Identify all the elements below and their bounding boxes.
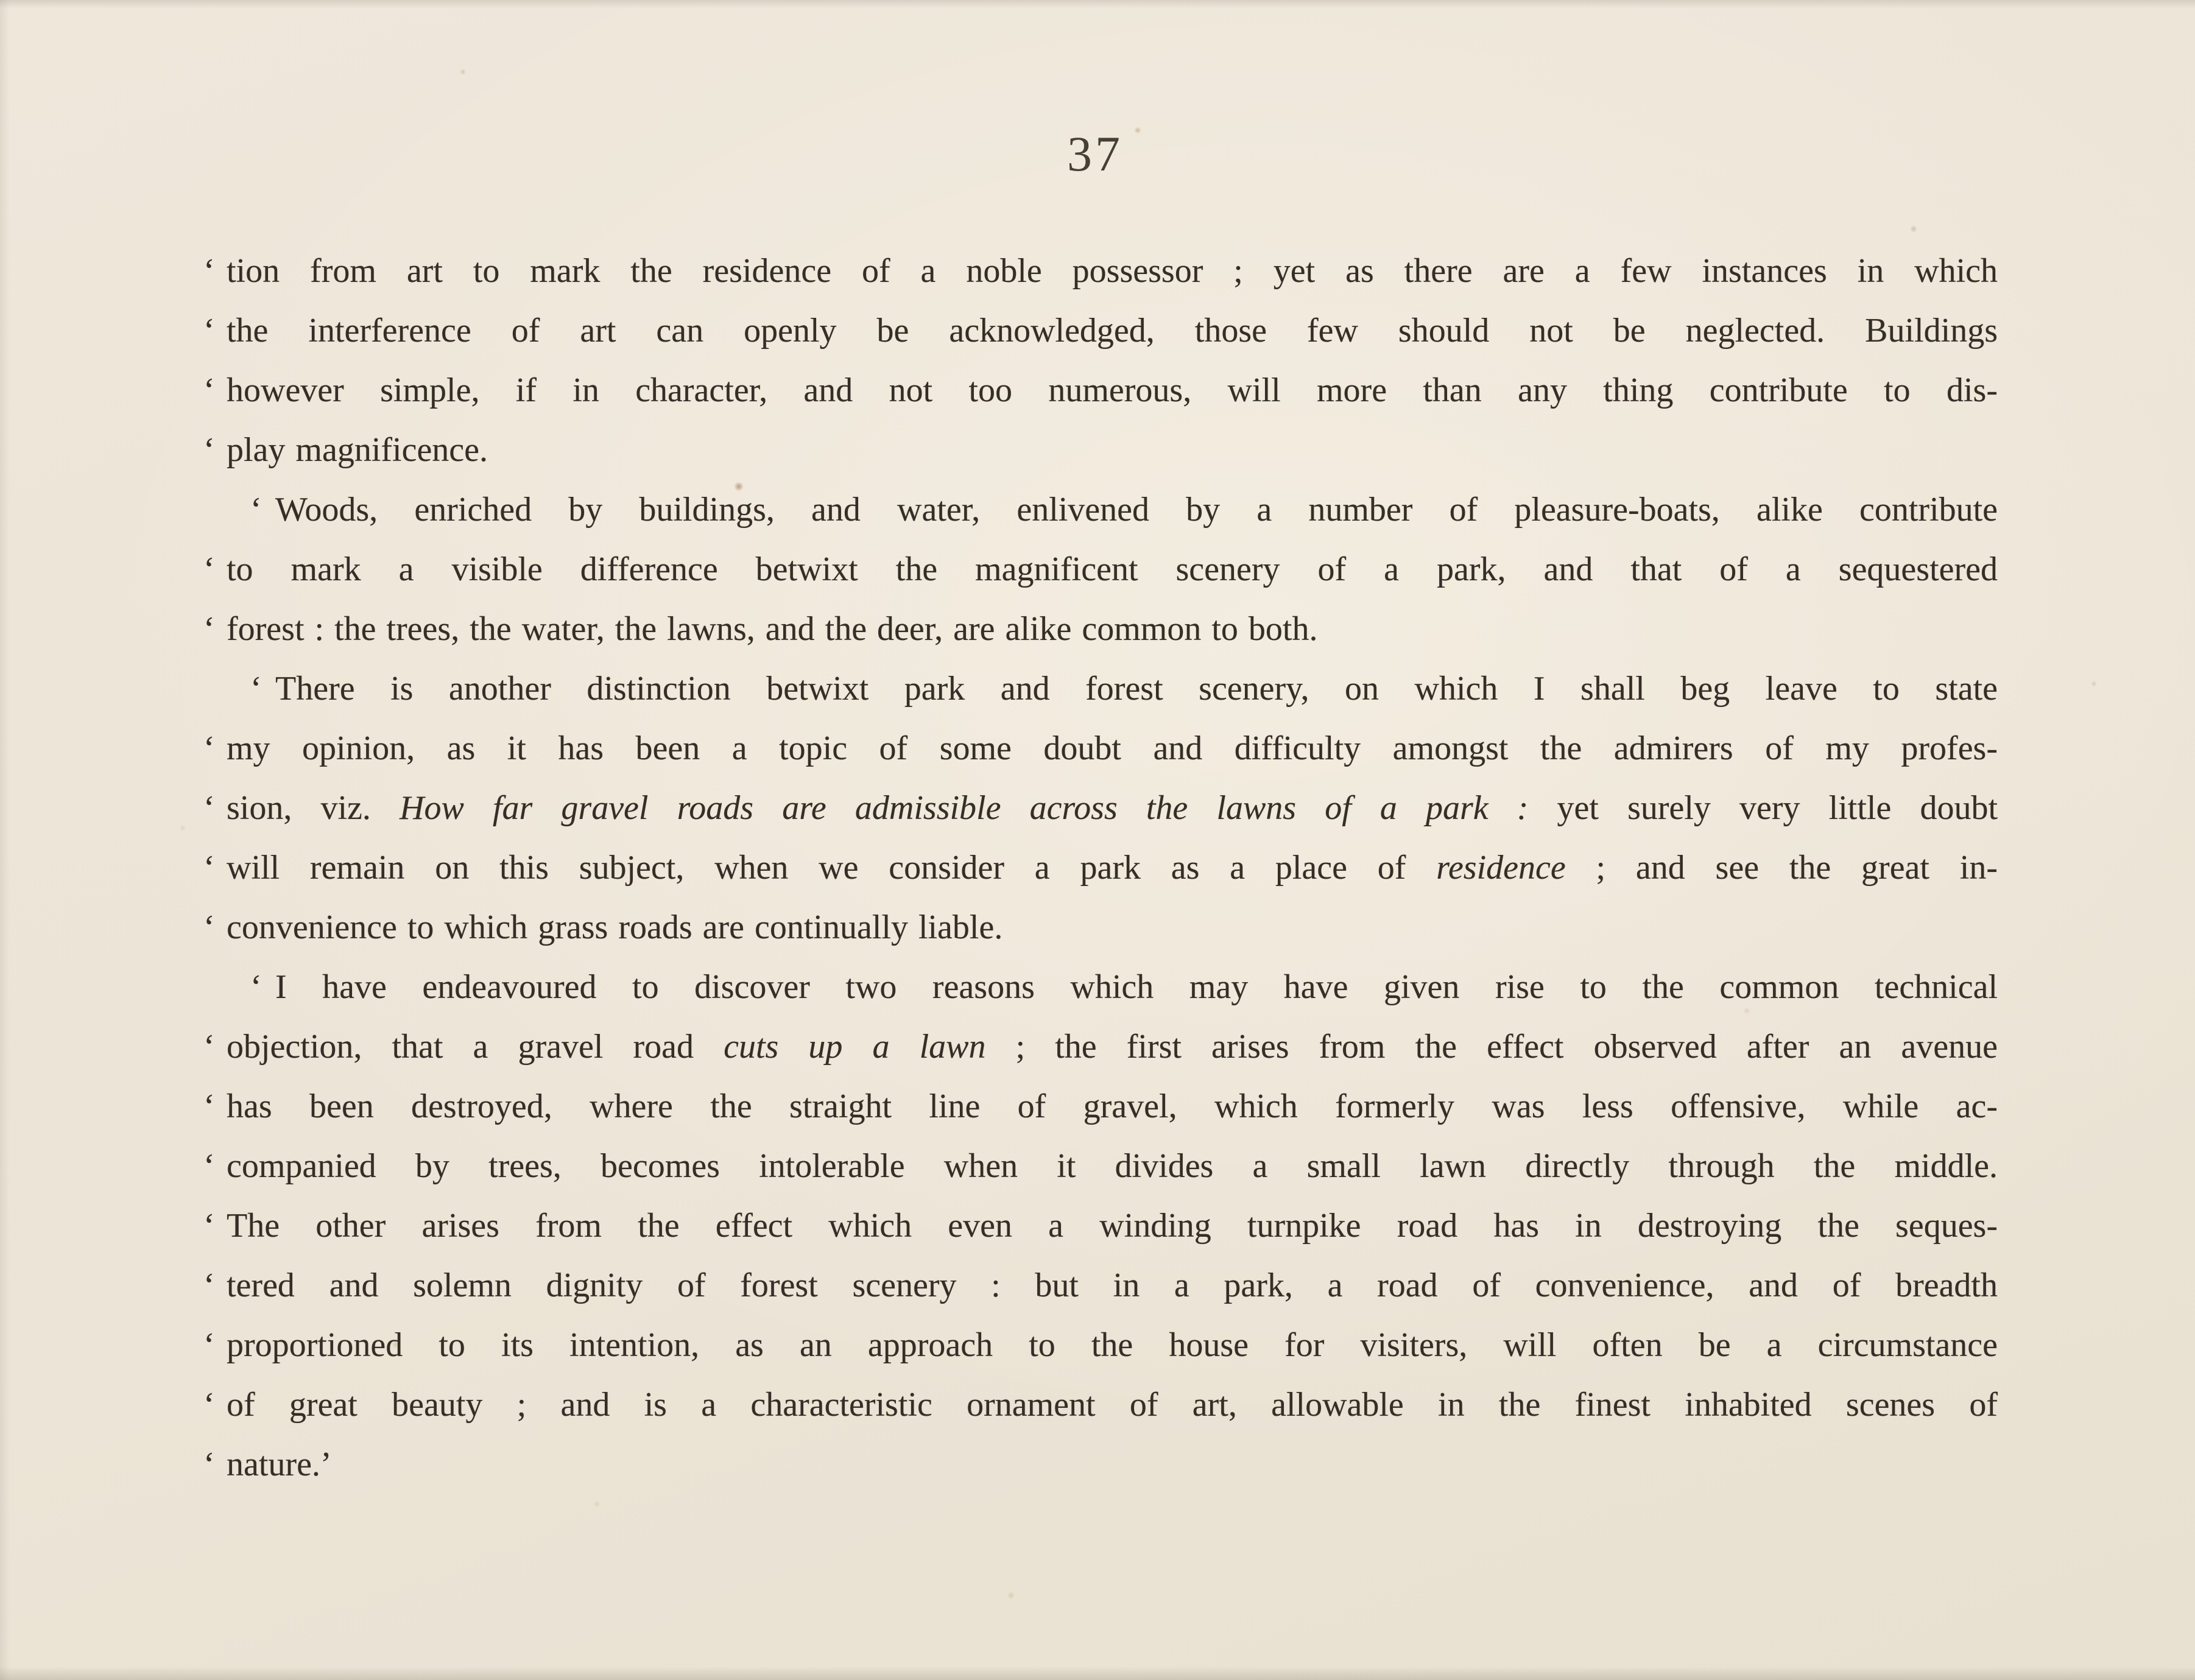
quote-mark: ‘ — [203, 371, 215, 409]
quote-mark: ‘ — [203, 610, 215, 648]
line-text: of great beauty ; and is a characteristic ornament of art, allowable in the finest inhabited scenes of — [227, 1386, 1998, 1424]
line-text: proportioned to its intention, as an approach to the house for visiters, will often be a circumstance — [227, 1326, 1998, 1364]
text-line — [203, 1136, 1998, 1196]
quote-mark: ‘ — [203, 1028, 215, 1066]
quote-mark: ‘ — [203, 789, 215, 827]
line-text: I have endeavoured to discover two reasons which may have given rise to the common technical — [275, 968, 1998, 1006]
text-block — [203, 241, 1998, 1494]
text-line — [203, 1196, 1998, 1256]
quote-mark: ‘ — [203, 909, 215, 946]
text-line — [203, 539, 1998, 599]
text-line — [203, 719, 1998, 778]
line-text: tered and solemn dignity of forest scenery : but in a park, a road of convenience, and of breadth — [227, 1267, 1998, 1304]
quote-mark: ‘ — [203, 1446, 215, 1483]
text-line — [203, 778, 1998, 838]
quote-mark: ‘ — [203, 252, 215, 290]
text-line — [203, 898, 1998, 957]
text-line — [203, 1435, 1998, 1494]
text-line — [203, 420, 1998, 480]
text-line — [203, 838, 1998, 898]
quote-mark: ‘ — [203, 729, 215, 767]
line-text: objection, that a gravel road cuts up a lawn ; the first arises from the effect observed after an avenue — [227, 1028, 1998, 1066]
line-text: There is another distinction betwixt park and forest scenery, on which I shall beg leave to state — [275, 670, 1998, 708]
quote-mark: ‘ — [203, 849, 215, 887]
quote-mark: ‘ — [203, 312, 215, 350]
text-line — [203, 360, 1998, 420]
quote-mark: ‘ — [250, 670, 262, 708]
quote-mark: ‘ — [203, 1326, 215, 1364]
text-line — [203, 1315, 1998, 1375]
quote-mark: ‘ — [203, 431, 215, 469]
page-number: 37 — [1067, 126, 1123, 181]
line-text: nature.’ — [227, 1446, 332, 1483]
text-line — [203, 599, 1998, 659]
line-text: the interference of art can openly be acknowledged, those few should not be neglected. Buildings — [227, 312, 1998, 350]
text-line — [203, 1256, 1998, 1315]
line-text: my opinion, as it has been a topic of some doubt and difficulty amongst the admirers of my profes- — [227, 729, 1998, 767]
quote-mark: ‘ — [203, 1207, 215, 1245]
quote-mark: ‘ — [250, 968, 262, 1006]
quote-mark: ‘ — [203, 1147, 215, 1185]
line-text: sion, viz. How far gravel roads are admissible across the lawns of a park : yet surely very little doubt — [227, 789, 1998, 827]
line-text: will remain on this subject, when we consider a park as a place of residence ; and see the great in- — [227, 849, 1998, 887]
text-line — [203, 957, 1998, 1017]
line-text: forest : the trees, the water, the lawns, and the deer, are alike common to both. — [227, 610, 1318, 648]
text-line — [203, 659, 1998, 719]
quote-mark: ‘ — [203, 1267, 215, 1304]
line-text: Woods, enriched by buildings, and water, enlivened by a number of pleasure-boats, alike contribute — [275, 491, 1998, 529]
line-text: companied by trees, becomes intolerable when it divides a small lawn directly through the middle. — [227, 1147, 1998, 1185]
text-line — [203, 301, 1998, 360]
quote-mark: ‘ — [203, 550, 215, 588]
quote-mark: ‘ — [203, 1088, 215, 1125]
line-text: tion from art to mark the residence of a noble possessor ; yet as there are a few instances in which — [227, 252, 1998, 290]
line-text: to mark a visible difference betwixt the magnificent scenery of a park, and that of a sequestered — [227, 550, 1998, 588]
line-text: convenience to which grass roads are continually liable. — [227, 909, 1003, 946]
text-line — [203, 241, 1998, 301]
text-line — [203, 1017, 1998, 1077]
quote-mark: ‘ — [203, 1386, 215, 1424]
line-text: however simple, if in character, and not too numerous, will more than any thing contribute to dis- — [227, 371, 1998, 409]
line-text: play magnificence. — [227, 431, 488, 469]
text-line — [203, 1375, 1998, 1435]
text-line — [203, 1077, 1998, 1136]
text-line — [203, 480, 1998, 539]
line-text: The other arises from the effect which even a winding turnpike road has in destroying the seques- — [227, 1207, 1998, 1245]
line-text: has been destroyed, where the straight line of gravel, which formerly was less offensive, while ac- — [227, 1088, 1998, 1125]
quote-mark: ‘ — [250, 491, 262, 529]
